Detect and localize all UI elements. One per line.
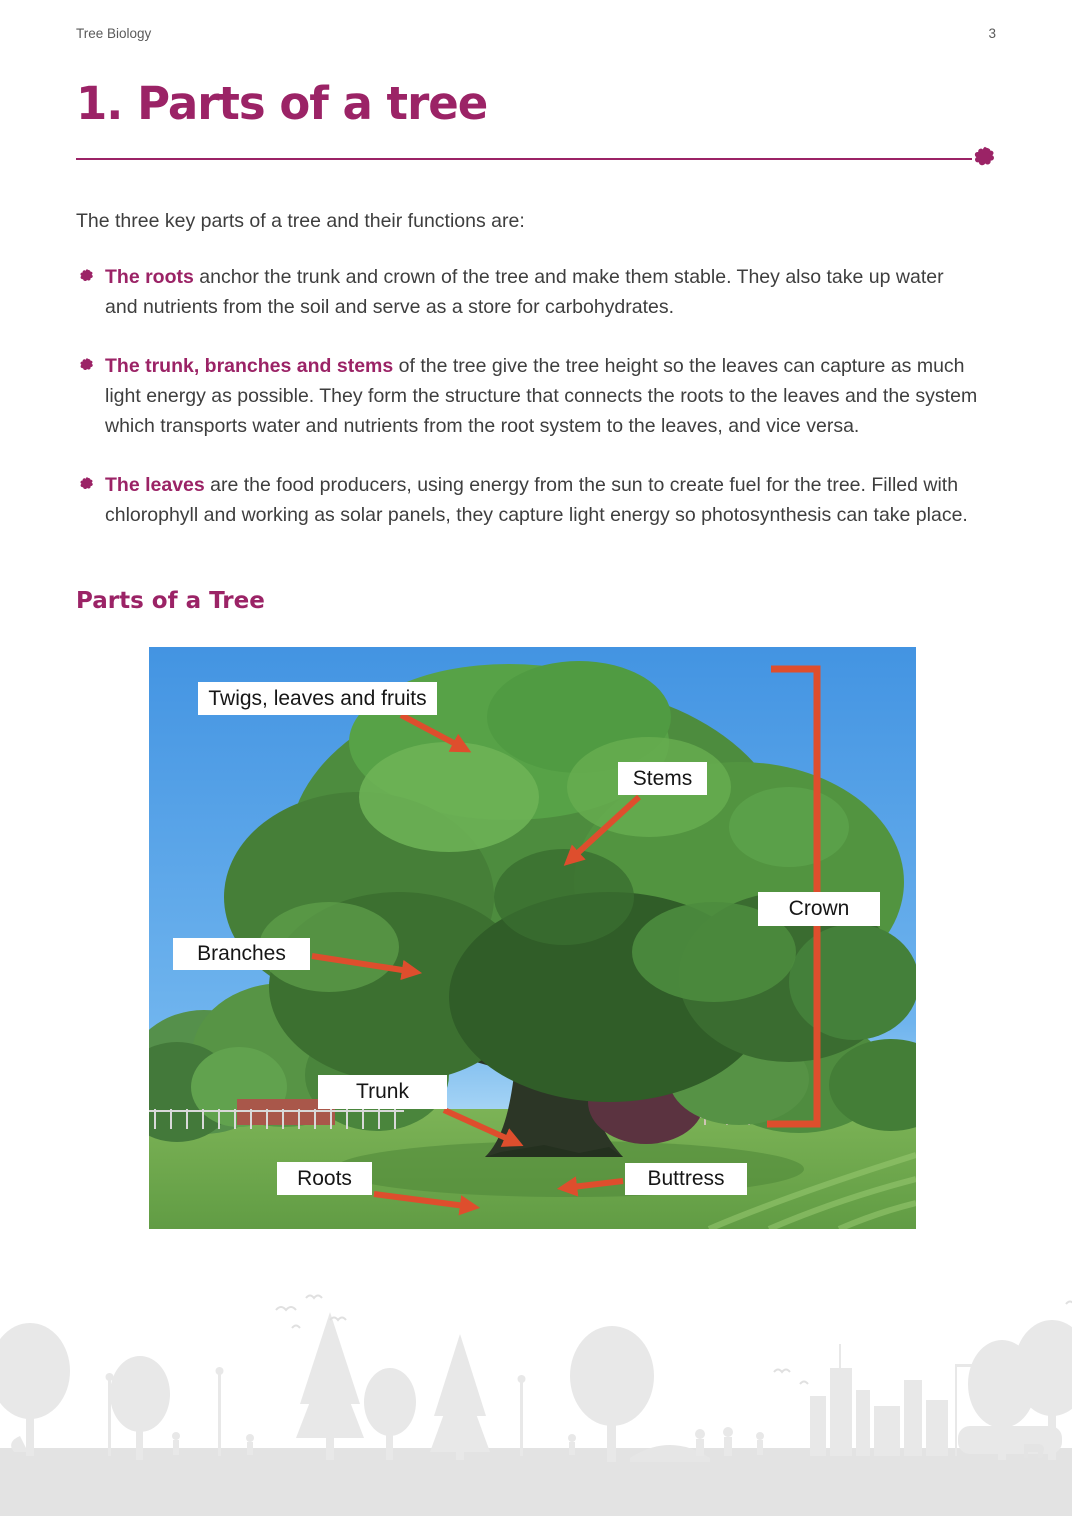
- oak-leaf-icon: [970, 145, 1000, 173]
- title-rule: [76, 144, 996, 174]
- photo-label-crown: Crown: [758, 892, 880, 926]
- oak-leaf-bullet-icon: [78, 476, 96, 494]
- photo-label-trunk: Trunk: [318, 1075, 447, 1109]
- title-rule-line: [76, 158, 972, 160]
- bullet-lead: The leaves: [105, 474, 205, 496]
- oak-leaf-bullet-icon: [78, 268, 96, 286]
- oak-leaf-bullet-icon: [78, 357, 96, 375]
- photo-label-stems: Stems: [618, 762, 707, 795]
- photo-label-twigs: Twigs, leaves and fruits: [198, 682, 437, 715]
- bullet-list: [76, 262, 981, 530]
- section-heading: Parts of a Tree: [76, 588, 265, 614]
- page-title: 1. Parts of a tree: [76, 77, 488, 130]
- footer-skyline-illustration: [0, 1276, 1072, 1516]
- page-header: [76, 0, 996, 41]
- photo-label-roots: Roots: [277, 1162, 372, 1195]
- bullet-lead: The roots: [105, 266, 194, 288]
- bullet-item-roots: [76, 262, 981, 322]
- running-title: Tree Biology: [76, 26, 152, 41]
- bullet-lead: The trunk, branches and stems: [105, 355, 394, 377]
- page-number: 3: [988, 26, 996, 41]
- bullet-item-leaves: [76, 470, 981, 530]
- photo-label-branches: Branches: [173, 938, 310, 970]
- bullet-text: of the tree give the tree height so the leaves can capture as much light energy as possible. They form the structure that connects the roots to the leaves and the system which transports water and nutrients from the root system to the leaves, and vice versa.: [105, 355, 978, 437]
- intro-text: The three key parts of a tree and their functions are:: [76, 210, 525, 232]
- bullet-item-trunk-branches-stems: [76, 351, 981, 441]
- bullet-text: anchor the trunk and crown of the tree and make them stable. They also take up water and nutrients from the soil and serve as a store for carbohydrates.: [105, 266, 944, 318]
- photo-label-buttress: Buttress: [625, 1163, 747, 1195]
- tree-parts-figure: [149, 647, 916, 1229]
- bullet-text: are the food producers, using energy from the sun to create fuel for the tree. Filled with chlorophyll and working as solar panels, they capture light energy so photosynthesis can take place.: [105, 474, 968, 526]
